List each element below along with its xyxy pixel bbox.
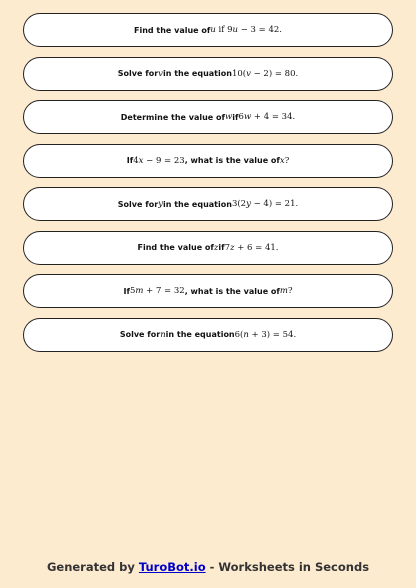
- question-card-3: [23, 100, 393, 134]
- question-3-text: Determine the value of: [120, 112, 225, 122]
- footer-prefix: Generated by: [46, 560, 139, 574]
- question-card-8: [23, 318, 393, 352]
- question-7-variable: m?: [279, 286, 293, 296]
- question-2-text: Solve for: [117, 69, 159, 78]
- question-7-equation: 5m + 7 = 32: [129, 286, 185, 296]
- question-card-6: [23, 231, 393, 265]
- question-card-4: [23, 144, 393, 178]
- question-4-text: If: [126, 156, 134, 165]
- question-list: [23, 13, 393, 361]
- question-card-1: [23, 13, 393, 47]
- question-card-7: [23, 274, 393, 308]
- question-5-equation: 3(2y − 4) = 21.: [231, 199, 299, 209]
- question-8-equation: 6(n + 3) = 54.: [234, 329, 297, 340]
- question-5-text-2: in the equation: [162, 199, 232, 209]
- question-7-text: If: [123, 286, 130, 296]
- question-card-5: [23, 187, 393, 221]
- question-1-text: Find the value of: [133, 25, 211, 35]
- question-2-variable: v: [158, 68, 163, 79]
- question-6-variable: z: [213, 242, 219, 253]
- question-4-variable: x?: [279, 155, 290, 166]
- question-8-variable: n: [160, 329, 166, 340]
- question-4-equation: 4x − 9 = 23: [133, 155, 185, 166]
- question-2-equation: 10(v − 2) = 80.: [231, 68, 299, 79]
- question-3-variable: w: [225, 112, 233, 122]
- question-3-equation: 6w + 4 = 34.: [238, 112, 296, 122]
- footer: [0, 560, 416, 574]
- question-8-text-2: in the equation: [165, 330, 235, 339]
- question-7-text-2: , what is the value of: [184, 286, 280, 296]
- question-8-text: Solve for: [119, 330, 161, 339]
- question-2-text-2: in the equation: [162, 69, 232, 78]
- turobot-link[interactable]: TuroBot.io: [138, 560, 206, 574]
- footer-suffix: - Worksheets in Seconds: [205, 560, 370, 574]
- question-3-text-2: if: [232, 112, 239, 122]
- question-5-text: Solve for: [117, 199, 159, 209]
- question-card-2: [23, 57, 393, 91]
- question-6-text-2: if: [218, 243, 225, 252]
- question-1-math: u if 9u − 3 = 42.: [210, 25, 283, 35]
- question-6-text: Find the value of: [137, 243, 214, 252]
- question-4-text-2: , what is the value of: [184, 156, 280, 165]
- question-5-variable: y: [158, 199, 163, 209]
- question-6-equation: 7z + 6 = 41.: [224, 242, 279, 253]
